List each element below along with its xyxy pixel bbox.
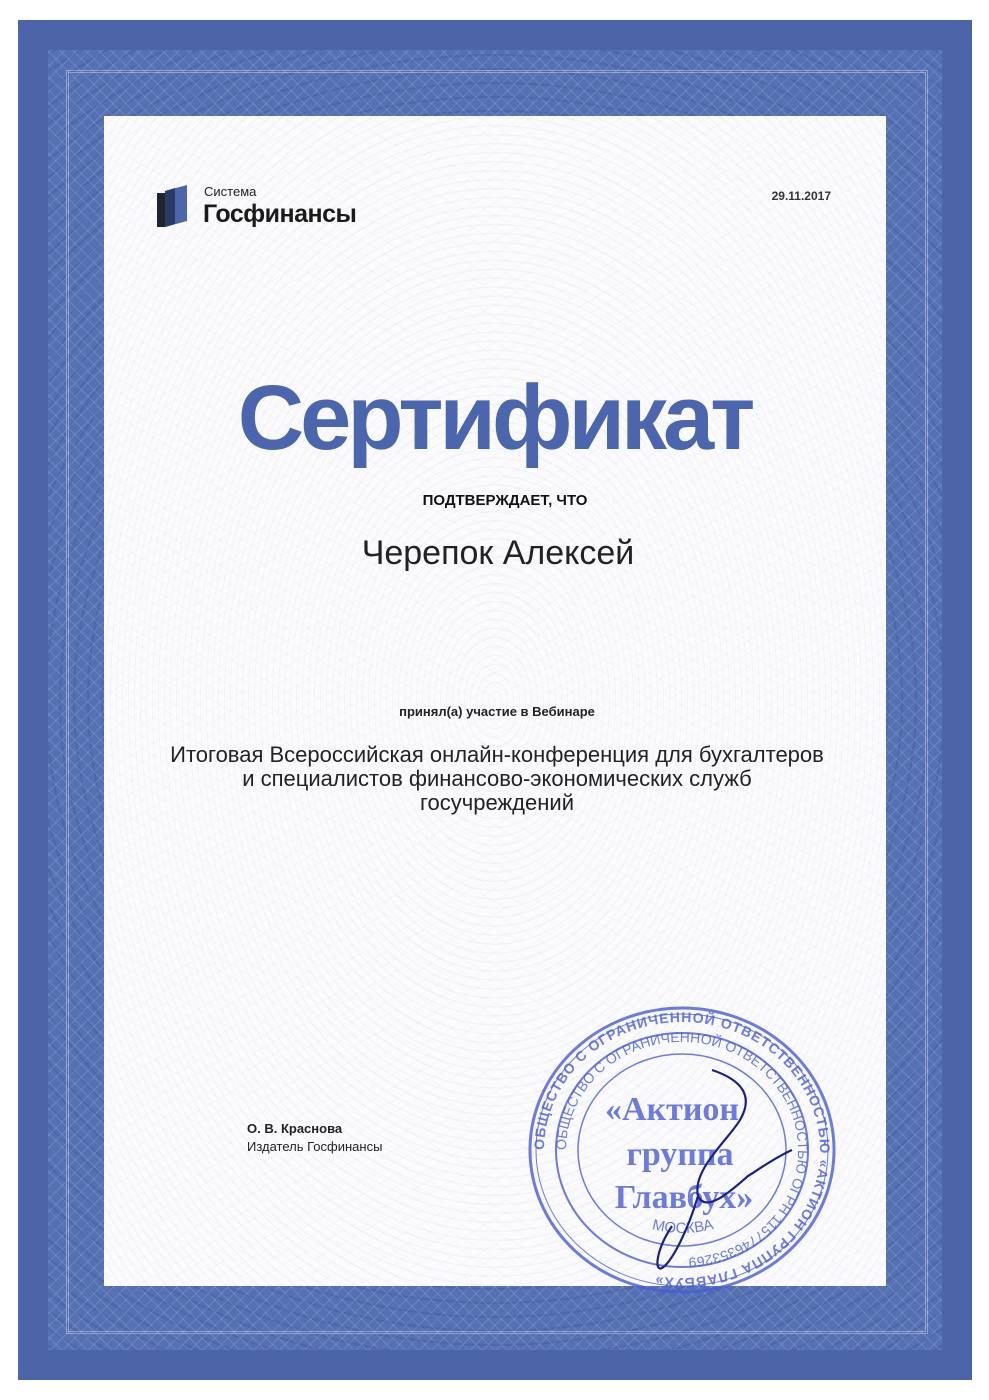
signer-role: Издатель Госфинансы [247,1139,383,1154]
confirms-text: ПОДТВЕРЖДАЕТ, ЧТО [422,492,588,509]
certificate-date: 29.11.2017 [771,189,831,203]
stamp-center-line3: Главбух» [614,1179,754,1216]
stamp-city-text: МОСКВА [650,1216,716,1238]
signer-name: О. В. Краснова [247,1121,343,1136]
stamp-center-line2: группа [626,1136,734,1173]
gosfinansy-logo [157,182,397,232]
book-icon [157,185,189,229]
event-title: Итоговая Всероссийская онлайн-конференция для бухгалтеров и специалистов финансово-экономических служб госучреждений [170,742,824,815]
person-name: Черепок Алексей [361,534,635,572]
stamp-inner-ring-text: ОБЩЕСТВО С ОГРАНИЧЕННОЙ ОТВЕТСТВЕННОСТЬЮ ОГРН 1157746353269 [552,1028,812,1271]
certificate-title: Сертификат [237,367,752,469]
company-stamp [522,1000,842,1300]
logo-big-text: Госфинансы [203,200,357,228]
logo-small-text: Система [204,184,257,199]
took-part-text: принял(а) участие в Вебинаре [399,704,595,719]
stamp-outer-ring-text: ОБЩЕСТВО С ОГРАНИЧЕННОЙ ОТВЕТСТВЕННОСТЬЮ «АКТИОН ГРУППА ГЛАВБУХ» [530,1008,834,1292]
stamp-center-line1: «Актион [604,1091,740,1128]
